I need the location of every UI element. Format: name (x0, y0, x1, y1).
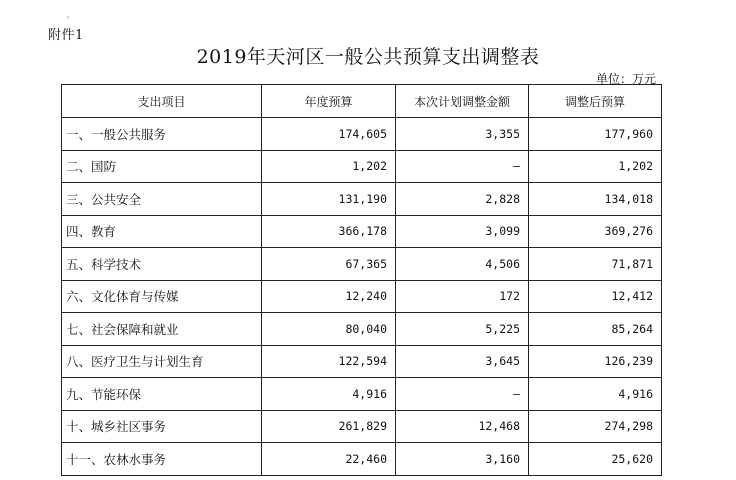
row-item-name: 二、国防 (62, 150, 262, 183)
header-adjusted-budget: 调整后预算 (529, 85, 662, 118)
row-item-name: 三、公共安全 (62, 183, 262, 216)
row-annual-budget: 67,365 (262, 248, 396, 281)
table-row (62, 118, 662, 151)
row-adjusted-budget: 274,298 (529, 410, 662, 443)
table-row (62, 410, 662, 443)
row-adjusted-budget: 1,202 (529, 150, 662, 183)
row-adjustment: – (396, 378, 529, 411)
row-adjusted-budget: 25,620 (529, 443, 662, 476)
row-adjustment: – (396, 150, 529, 183)
scan-mark: ‵ (67, 16, 70, 27)
row-adjusted-budget: 126,239 (529, 345, 662, 378)
row-annual-budget: 131,190 (262, 183, 396, 216)
row-adjusted-budget: 12,412 (529, 280, 662, 313)
table-row (62, 183, 662, 216)
document-title: 2019年天河区一般公共预算支出调整表 (196, 46, 540, 68)
table-row (62, 378, 662, 411)
row-annual-budget: 174,605 (262, 118, 396, 151)
row-adjusted-budget: 177,960 (529, 118, 662, 151)
row-adjustment: 3,645 (396, 345, 529, 378)
row-adjustment: 5,225 (396, 313, 529, 346)
row-item-name: 六、文化体育与传媒 (62, 280, 262, 313)
row-annual-budget: 261,829 (262, 410, 396, 443)
row-adjustment: 3,160 (396, 443, 529, 476)
row-adjustment: 172 (396, 280, 529, 313)
row-annual-budget: 12,240 (262, 280, 396, 313)
header-row (62, 85, 662, 118)
table-row (62, 345, 662, 378)
row-item-name: 九、节能环保 (62, 378, 262, 411)
row-adjusted-budget: 85,264 (529, 313, 662, 346)
row-item-name: 四、教育 (62, 215, 262, 248)
table-row (62, 443, 662, 476)
row-annual-budget: 122,594 (262, 345, 396, 378)
row-adjustment: 2,828 (396, 183, 529, 216)
table-row (62, 150, 662, 183)
header-adjustment: 本次计划调整金额 (396, 85, 529, 118)
row-item-name: 十、城乡社区事务 (62, 410, 262, 443)
budget-table (61, 84, 662, 476)
row-adjusted-budget: 71,871 (529, 248, 662, 281)
row-annual-budget: 4,916 (262, 378, 396, 411)
unit-label: 单位：万元 (596, 72, 657, 86)
row-adjustment: 12,468 (396, 410, 529, 443)
row-annual-budget: 22,460 (262, 443, 396, 476)
row-item-name: 五、科学技术 (62, 248, 262, 281)
row-annual-budget: 366,178 (262, 215, 396, 248)
row-adjustment: 3,355 (396, 118, 529, 151)
header-annual-budget: 年度预算 (262, 85, 396, 118)
row-adjustment: 4,506 (396, 248, 529, 281)
row-item-name: 一、一般公共服务 (62, 118, 262, 151)
table-row (62, 313, 662, 346)
table-row (62, 215, 662, 248)
header-item: 支出项目 (62, 85, 262, 118)
row-item-name: 八、医疗卫生与计划生育 (62, 345, 262, 378)
table-header (62, 85, 662, 118)
table-body (62, 118, 662, 476)
row-adjusted-budget: 369,276 (529, 215, 662, 248)
row-item-name: 十一、农林水事务 (62, 443, 262, 476)
row-adjustment: 3,099 (396, 215, 529, 248)
attachment-label: 附件1 (48, 28, 84, 43)
table-row (62, 248, 662, 281)
row-adjusted-budget: 4,916 (529, 378, 662, 411)
row-adjusted-budget: 134,018 (529, 183, 662, 216)
row-annual-budget: 1,202 (262, 150, 396, 183)
table-row (62, 280, 662, 313)
row-annual-budget: 80,040 (262, 313, 396, 346)
row-item-name: 七、社会保障和就业 (62, 313, 262, 346)
